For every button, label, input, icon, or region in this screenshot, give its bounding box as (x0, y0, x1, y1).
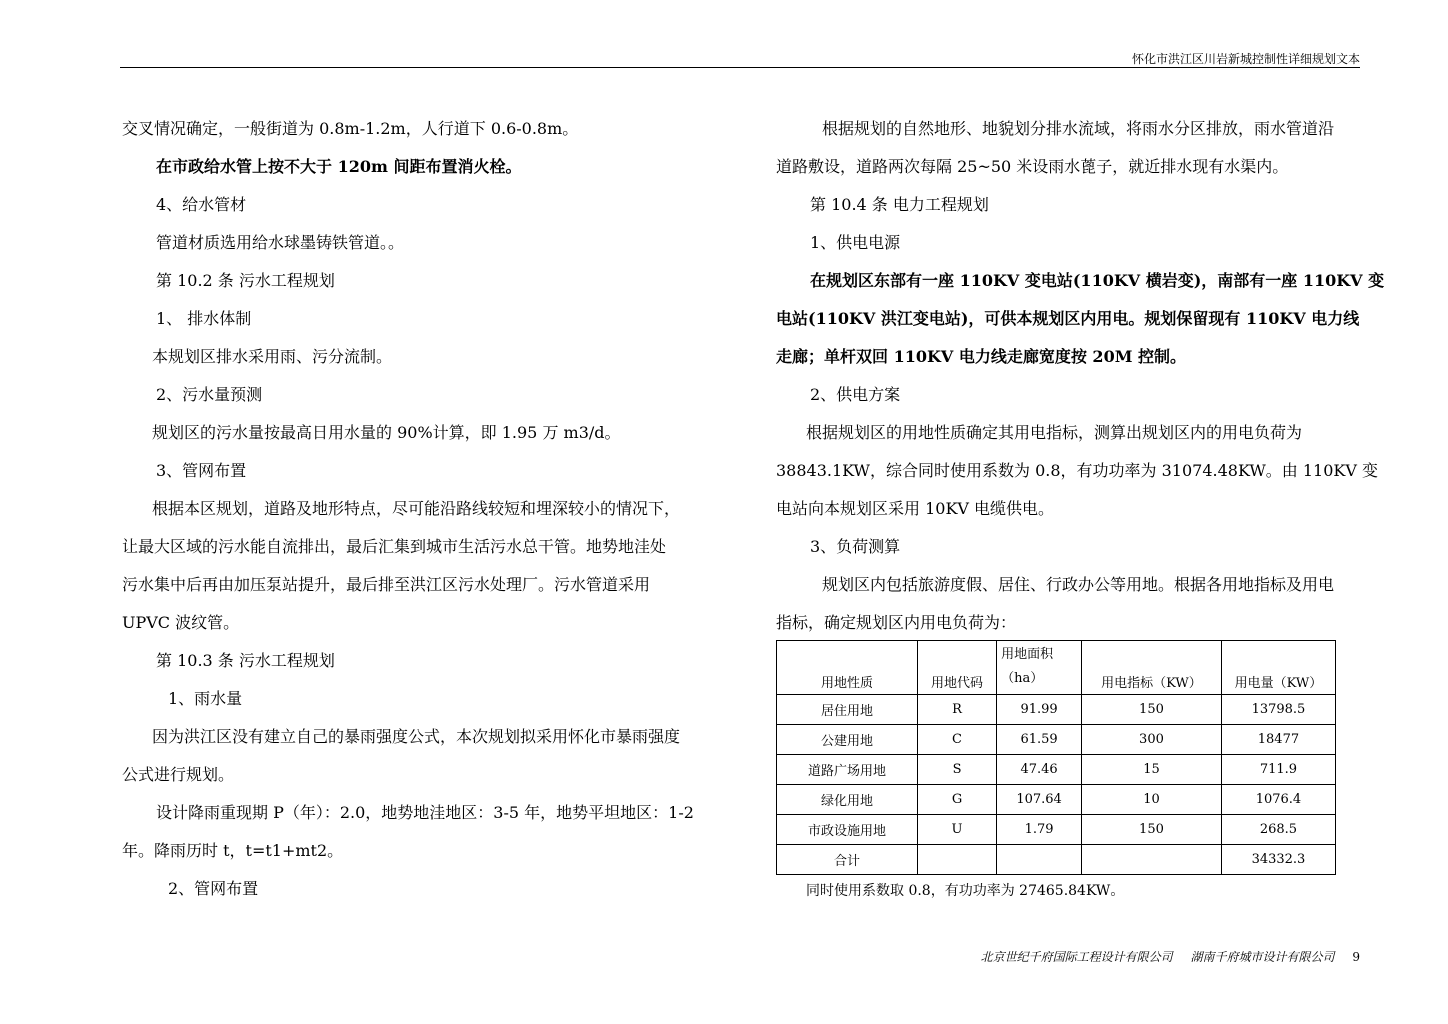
table-cell: 道路广场用地 (777, 755, 918, 785)
table-row (777, 845, 1336, 875)
paragraph-line: 电站(110KV 洪江变电站)，可供本规划区内用电。规划保留现有 110KV 电力线 (776, 309, 1360, 328)
table-cell: 150 (1082, 815, 1222, 845)
paragraph-line: 让最大区域的污水能自流排出，最后汇集到城市生活污水总干管。地势地洼处 (122, 537, 667, 556)
paragraph-line: 指标，确定规划区内用电负荷为： (776, 613, 1017, 632)
paragraph-line: 1、 排水体制 (156, 309, 252, 328)
table-cell: 15 (1082, 755, 1222, 785)
table-row (777, 755, 1336, 785)
table-header-cell: 用地性质 (777, 641, 918, 695)
table-cell: 绿化用地 (777, 785, 918, 815)
load-table (776, 640, 1336, 875)
paragraph-line: 规划区的污水量按最高日用水量的 90%计算，即 1.95 万 m3/d。 (152, 423, 621, 442)
paragraph-line: 第 10.4 条 电力工程规划 (810, 195, 989, 214)
table-cell: C (917, 725, 996, 755)
page-number: 9 (1352, 950, 1360, 964)
paragraph-line: 2、管网布置 (168, 879, 259, 898)
table-cell: 268.5 (1221, 815, 1335, 845)
table-cell: 1076.4 (1221, 785, 1335, 815)
paragraph-line: 管道材质选用给水球墨铸铁管道。。 (156, 233, 405, 252)
header-rule (120, 67, 1360, 68)
table-cell: 1.79 (997, 815, 1082, 845)
paragraph-line: 根据规划区的用地性质确定其用电指标，测算出规划区内的用电负荷为 (806, 423, 1303, 442)
paragraph-line: 走廊；单杆双回 110KV 电力线走廊宽度按 20M 控制。 (776, 347, 1186, 366)
paragraph-line: 道路敷设，道路两次每隔 25~50 米设雨水蓖子，就近排水现有水渠内。 (776, 157, 1289, 176)
table-cell (997, 845, 1082, 875)
table-cell: G (917, 785, 996, 815)
table-cell: 公建用地 (777, 725, 918, 755)
paragraph-line: 设计降雨重现期 P（年）：2.0，地势地洼地区：3-5 年，地势平坦地区：1-2 (156, 803, 694, 822)
table-row (777, 815, 1336, 845)
table-row (777, 785, 1336, 815)
paragraph-line: 3、负荷测算 (810, 537, 901, 556)
table-cell: 107.64 (997, 785, 1082, 815)
paragraph-line: 公式进行规划。 (122, 765, 235, 784)
table-header-cell: 用地代码 (917, 641, 996, 695)
paragraph-line: 规划区内包括旅游度假、居住、行政办公等用地。根据各用地指标及用电 (822, 575, 1335, 594)
paragraph-line: 1、供电电源 (810, 233, 901, 252)
left-column (122, 110, 712, 908)
table-cell: 18477 (1221, 725, 1335, 755)
table-cell: 150 (1082, 695, 1222, 725)
table-cell (917, 845, 996, 875)
table-header-cell: 用地面积 （ha） (997, 641, 1082, 695)
footer-company-1: 北京世纪千府国际工程设计有限公司 (980, 950, 1173, 964)
paragraph-line: 本规划区排水采用雨、污分流制。 (152, 347, 393, 366)
table-cell: 300 (1082, 725, 1222, 755)
table-cell: 市政设施用地 (777, 815, 918, 845)
table-cell: 34332.3 (1221, 845, 1335, 875)
paragraph-line: 根据规划的自然地形、地貌划分排水流域，将雨水分区排放，雨水管道沿 (822, 119, 1335, 138)
table-cell: 47.46 (997, 755, 1082, 785)
paragraph-line: 2、污水量预测 (156, 385, 263, 404)
table-cell: 13798.5 (1221, 695, 1335, 725)
footer-company-2: 湖南千府城市设计有限公司 (1190, 950, 1335, 964)
paragraph-line: 第 10.3 条 污水工程规划 (156, 651, 335, 670)
right-column (776, 110, 1385, 642)
table-cell: 10 (1082, 785, 1222, 815)
table-cell: U (917, 815, 996, 845)
table-cell: S (917, 755, 996, 785)
table-cell: 91.99 (997, 695, 1082, 725)
paragraph-line: 1、雨水量 (168, 689, 243, 708)
table-cell: 711.9 (1221, 755, 1335, 785)
table-cell: 合计 (777, 845, 918, 875)
table-note: 同时使用系数取 0.8，有功功率为 27465.84KW。 (806, 883, 1125, 899)
table-row (777, 695, 1336, 725)
paragraph-line: 在规划区东部有一座 110KV 变电站(110KV 横岩变)，南部有一座 110KV 变 (810, 271, 1385, 290)
paragraph-line: 污水集中后再由加压泵站提升，最后排至洪江区污水处理厂。污水管道采用 (122, 575, 651, 594)
paragraph-line: 因为洪江区没有建立自己的暴雨强度公式，本次规划拟采用怀化市暴雨强度 (152, 727, 681, 746)
table-cell (1082, 845, 1222, 875)
paragraph-line: 在市政给水管上按不大于 120m 间距布置消火栓。 (156, 157, 522, 176)
paragraph-line: UPVC 波纹管。 (122, 613, 240, 632)
table-cell: 61.59 (997, 725, 1082, 755)
footer (967, 948, 1360, 965)
table-row (777, 725, 1336, 755)
table-cell: 居住用地 (777, 695, 918, 725)
paragraph-line: 38843.1KW，综合同时使用系数为 0.8，有功功率为 31074.48KW。由 110KV 变 (776, 461, 1379, 480)
table-header-row (777, 641, 1336, 695)
table-header-cell: 用电量（KW） (1221, 641, 1335, 695)
header-title: 怀化市洪江区川岩新城控制性详细规划文本 (1131, 52, 1360, 66)
table-cell: R (917, 695, 996, 725)
paragraph-line: 4、给水管材 (156, 195, 247, 214)
table-header-cell: 用电指标（KW） (1082, 641, 1222, 695)
paragraph-line: 根据本区规划，道路及地形特点，尽可能沿路线较短和埋深较小的情况下， (152, 499, 681, 518)
paragraph-line: 电站向本规划区采用 10KV 电缆供电。 (776, 499, 1055, 518)
paragraph-line: 3、管网布置 (156, 461, 247, 480)
paragraph-line: 2、供电方案 (810, 385, 901, 404)
paragraph-line: 第 10.2 条 污水工程规划 (156, 271, 335, 290)
paragraph-line: 年。降雨历时 t，t=t1+mt2。 (122, 841, 344, 860)
paragraph-line: 交叉情况确定，一般街道为 0.8m-1.2m，人行道下 0.6-0.8m。 (122, 119, 579, 138)
